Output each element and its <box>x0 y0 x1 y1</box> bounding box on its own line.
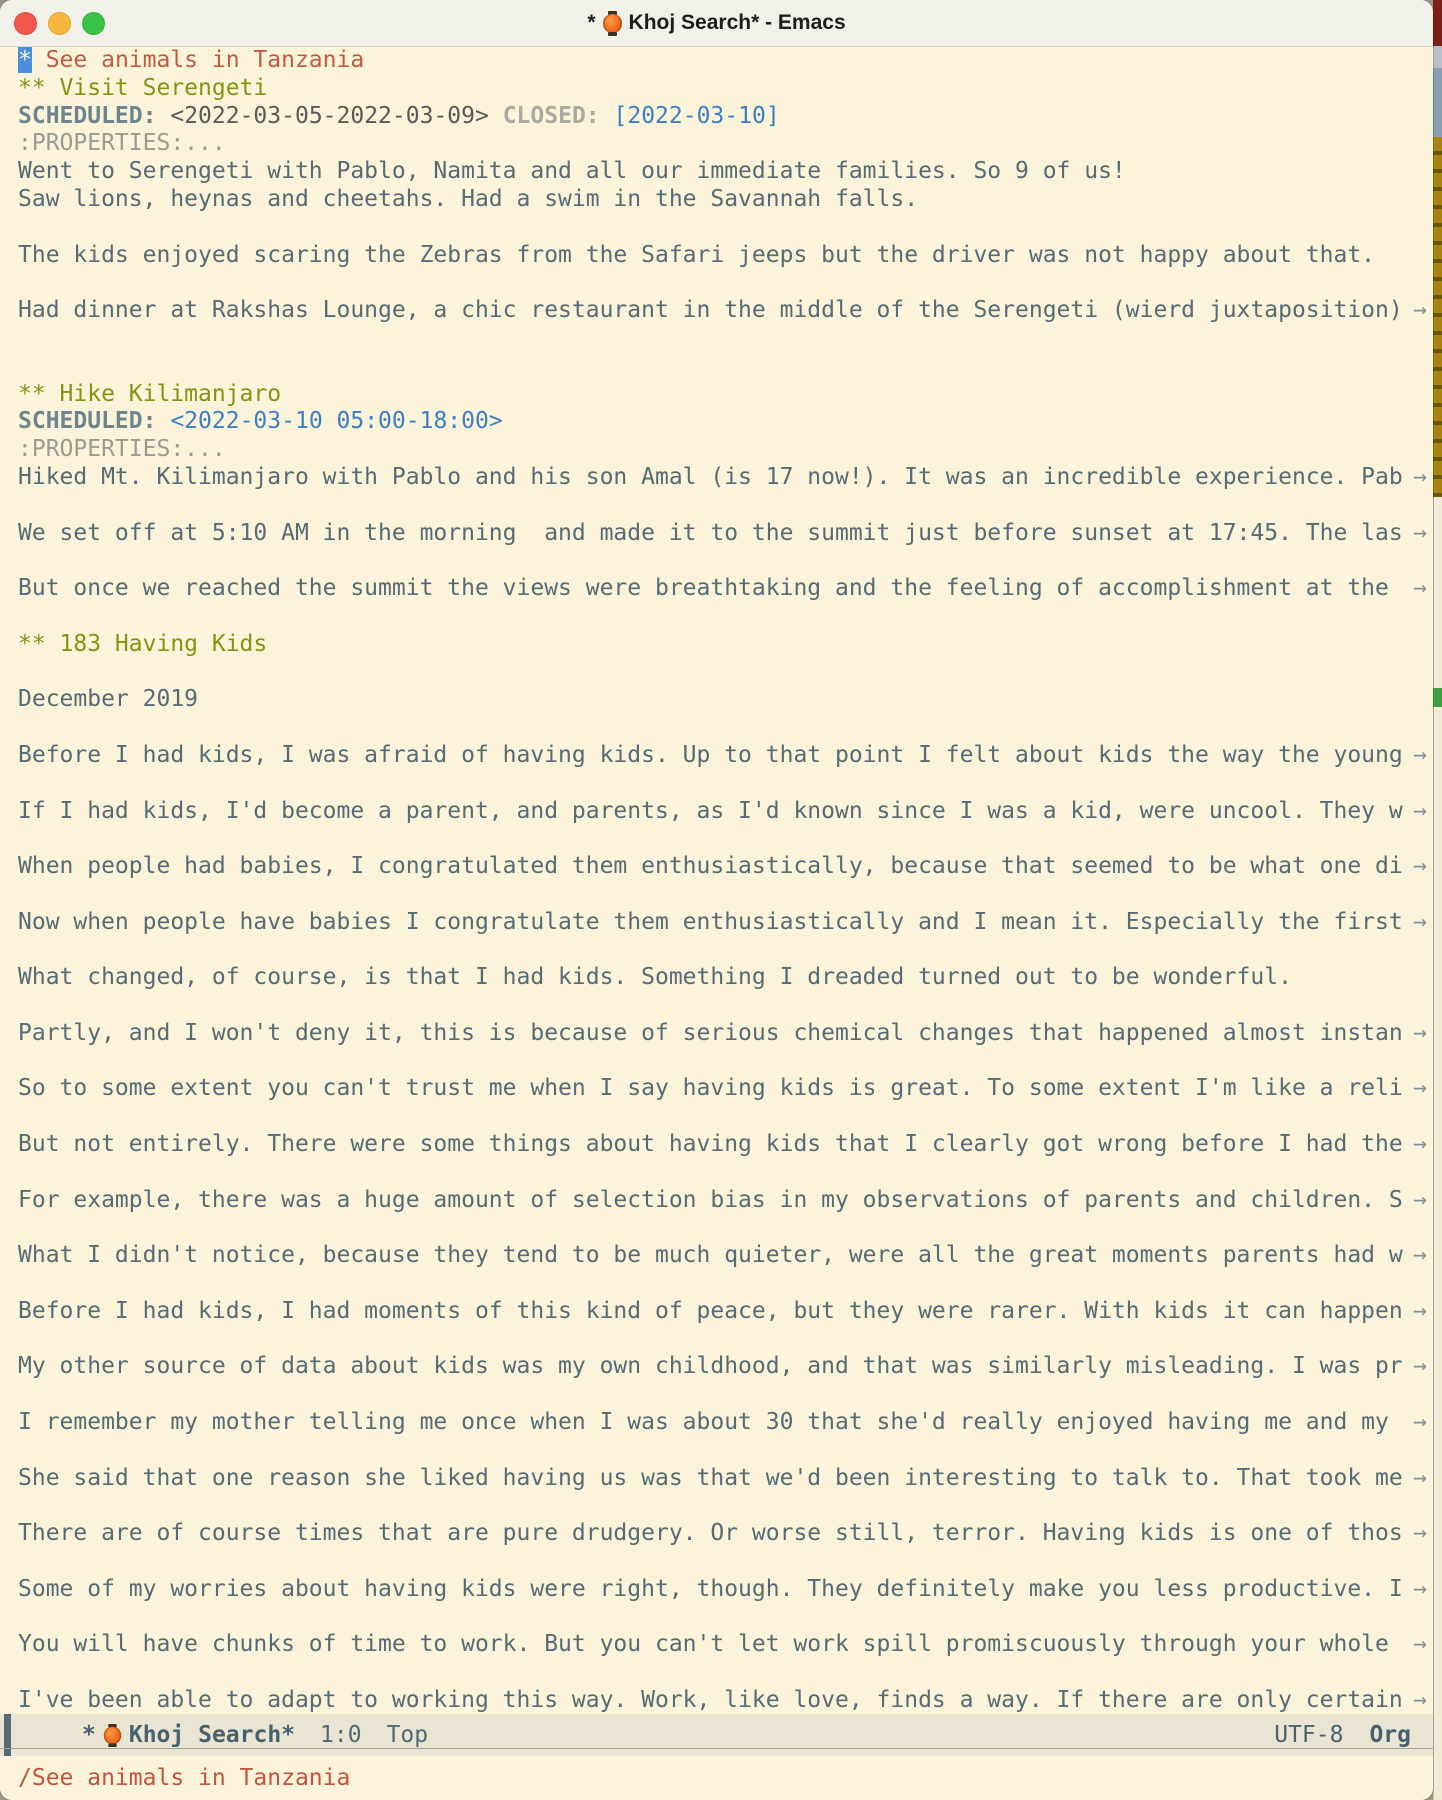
line-truncation-arrow-icon: → <box>1413 463 1427 490</box>
background-artifact <box>1433 46 1442 68</box>
text-segment: December 2019 <box>18 686 199 713</box>
text-segment: [2022-03-10] <box>613 102 780 129</box>
background-artifact <box>1433 707 1442 1800</box>
traffic-lights <box>14 0 105 46</box>
line-truncation-arrow-icon: → <box>1413 908 1427 935</box>
text-segment: Partly, and I won't deny it, this is because of serious chemical changes that happened almost instan <box>18 1019 1403 1046</box>
text-segment: The kids enjoyed scaring the Zebras from the Safari jeeps but the driver was not happy about that. <box>18 241 1376 268</box>
line-truncation-arrow-icon: → <box>1413 741 1427 768</box>
text-segment: What changed, of course, is that I had kids. Something I dreaded turned out to be wonderful. <box>18 964 1292 991</box>
buffer-line[interactable] <box>0 1437 1433 1465</box>
line-truncation-arrow-icon: → <box>1413 1297 1427 1324</box>
text-segment: Went to Serengeti with Pablo, Namita and all our immediate families. So 9 of us! <box>18 158 1126 185</box>
line-truncation-arrow-icon: → <box>1413 519 1427 546</box>
buffer-line[interactable] <box>0 353 1433 381</box>
buffer-line[interactable] <box>0 520 1433 548</box>
buffer-line[interactable] <box>0 297 1433 325</box>
text-segment: SCHEDULED: <box>18 408 157 435</box>
text-segment: ** 183 Having Kids <box>18 630 268 657</box>
buffer-line[interactable] <box>0 214 1433 242</box>
buffer-line[interactable] <box>0 464 1433 492</box>
buffer-line[interactable] <box>0 1270 1433 1298</box>
modeline-major-mode[interactable]: Org <box>1369 1722 1411 1748</box>
buffer-line[interactable] <box>0 158 1433 186</box>
text-segment: Saw lions, heynas and cheetahs. Had a swim in the Savannah falls. <box>18 185 919 212</box>
text-segment: Before I had kids, I had moments of this kind of peace, but they were rarer. With kids it can happen <box>18 1297 1403 1324</box>
modeline-encoding[interactable]: UTF-8 <box>1274 1722 1344 1748</box>
buffer-line[interactable] <box>0 130 1433 158</box>
line-truncation-arrow-icon: → <box>1413 575 1427 602</box>
text-segment: Had dinner at Rakshas Lounge, a chic restaurant in the middle of the Serengeti (wierd juxtaposition) <box>18 297 1403 324</box>
buffer-line[interactable] <box>0 547 1433 575</box>
line-truncation-arrow-icon: → <box>1413 1019 1427 1046</box>
background-artifact <box>1433 688 1442 707</box>
buffer-line[interactable] <box>0 242 1433 270</box>
buffer-line[interactable] <box>0 1103 1433 1131</box>
text-segment: We set off at 5:10 AM in the morning and made it to the summit just before sunset at 17:45. The las <box>18 519 1403 546</box>
text-segment: Before I had kids, I was afraid of having kids. Up to that point I felt about kids the way the young <box>18 741 1403 768</box>
line-truncation-arrow-icon: → <box>1413 1464 1427 1491</box>
buffer-line[interactable] <box>0 1298 1433 1326</box>
modeline-buffer-name: Khoj Search* <box>128 1722 296 1748</box>
buffer-line[interactable] <box>0 1659 1433 1687</box>
buffer-line[interactable] <box>0 1075 1433 1103</box>
text-segment: But not entirely. There were some things about having kids that I clearly got wrong before I had the <box>18 1131 1403 1158</box>
text-segment: I've been able to adapt to working this way. Work, like love, finds a way. If there are only certain <box>18 1687 1403 1714</box>
text-segment <box>489 103 503 129</box>
line-truncation-arrow-icon: → <box>1413 1631 1427 1658</box>
buffer-line[interactable] <box>0 1353 1433 1381</box>
buffer-line[interactable] <box>0 798 1433 826</box>
line-truncation-arrow-icon: → <box>1413 1242 1427 1269</box>
modeline-cursor-position: 1:0 <box>320 1722 362 1748</box>
window-title-star: * <box>587 11 596 34</box>
text-segment: SCHEDULED: <box>18 102 157 129</box>
buffer-line[interactable] <box>0 1048 1433 1076</box>
buffer-line[interactable] <box>0 1631 1433 1659</box>
close-button[interactable] <box>14 12 37 35</box>
minimize-button[interactable] <box>48 12 71 35</box>
buffer-line[interactable] <box>0 659 1433 687</box>
text-cursor: * <box>18 47 32 73</box>
buffer-line[interactable] <box>0 436 1433 464</box>
buffer-line[interactable] <box>0 770 1433 798</box>
modeline-scroll-position: Top <box>386 1722 429 1748</box>
buffer-line[interactable] <box>0 492 1433 520</box>
mode-line <box>0 1714 1433 1756</box>
lantern-icon <box>104 1724 121 1747</box>
buffer-line[interactable] <box>0 1020 1433 1048</box>
buffer-line[interactable] <box>0 1187 1433 1215</box>
editor-buffer[interactable] <box>0 47 1433 1714</box>
text-segment: :PROPERTIES:... <box>18 130 226 157</box>
text-segment <box>156 408 170 434</box>
scrollbar-thumb[interactable] <box>1433 68 1442 137</box>
text-segment: Now when people have babies I congratulate them enthusiastically and I mean it. Especially the first <box>18 908 1403 935</box>
buffer-line[interactable] <box>0 603 1433 631</box>
text-segment: <2022-03-05-2022-03-09> <box>170 102 489 129</box>
text-segment: You will have chunks of time to work. But you can't let work spill promiscuously through your whole <box>18 1631 1403 1658</box>
text-segment: <2022-03-10 05:00-18:00> <box>170 408 503 435</box>
buffer-line[interactable] <box>0 1520 1433 1548</box>
line-truncation-arrow-icon: → <box>1413 1075 1427 1102</box>
buffer-line[interactable] <box>0 686 1433 714</box>
window-title-text: Khoj Search* - Emacs <box>628 11 846 34</box>
text-segment: She said that one reason she liked having us was that we'd been interesting to talk to. That took me <box>18 1464 1403 1491</box>
line-truncation-arrow-icon: → <box>1413 1575 1427 1602</box>
buffer-line[interactable] <box>0 408 1433 436</box>
line-truncation-arrow-icon: → <box>1413 853 1427 880</box>
text-segment: ** Visit Serengeti <box>18 74 268 101</box>
line-truncation-arrow-icon: → <box>1413 1353 1427 1380</box>
buffer-line[interactable] <box>0 1465 1433 1493</box>
line-truncation-arrow-icon: → <box>1413 1186 1427 1213</box>
buffer-line[interactable] <box>0 381 1433 409</box>
buffer-line[interactable] <box>0 853 1433 881</box>
buffer-line[interactable] <box>0 325 1433 353</box>
text-segment: I remember my mother telling me once when I was about 30 that she'd really enjoyed having me and my <box>18 1409 1403 1436</box>
modeline-underline <box>0 1748 1433 1749</box>
buffer-line[interactable] <box>0 575 1433 603</box>
buffer-line[interactable] <box>0 1159 1433 1187</box>
buffer-line[interactable] <box>0 1131 1433 1159</box>
modeline-right <box>1274 1722 1411 1748</box>
buffer-line[interactable] <box>0 825 1433 853</box>
text-segment <box>600 103 614 129</box>
buffer-line[interactable] <box>0 631 1433 659</box>
text-segment: :PROPERTIES:... <box>18 436 226 463</box>
buffer-line[interactable] <box>0 742 1433 770</box>
buffer-line[interactable] <box>0 103 1433 131</box>
line-truncation-arrow-icon: → <box>1413 1520 1427 1547</box>
modeline-accent-bar <box>4 1714 11 1760</box>
buffer-line[interactable] <box>0 881 1433 909</box>
buffer-line[interactable] <box>0 186 1433 214</box>
text-segment: So to some extent you can't trust me when I say having kids is great. To some extent I'm like a reli <box>18 1075 1403 1102</box>
buffer-line[interactable] <box>0 964 1433 992</box>
text-segment: What I didn't notice, because they tend to be much quieter, were all the great moments parents had w <box>18 1242 1403 1269</box>
buffer-line[interactable] <box>0 909 1433 937</box>
modeline-buffer-id[interactable] <box>0 1722 428 1748</box>
text-segment: But once we reached the summit the views were breathtaking and the feeling of accomplishment at the <box>18 575 1403 602</box>
buffer-line[interactable] <box>0 992 1433 1020</box>
buffer-line[interactable] <box>0 1604 1433 1632</box>
buffer-line[interactable] <box>0 47 1433 75</box>
buffer-line[interactable] <box>0 1242 1433 1270</box>
text-segment: For example, there was a huge amount of selection bias in my observations of parents and children. S <box>18 1186 1403 1213</box>
title-bar <box>0 0 1433 47</box>
buffer-line[interactable] <box>0 937 1433 965</box>
text-segment: My other source of data about kids was my own childhood, and that was similarly misleading. I was pr <box>18 1353 1403 1380</box>
window-title <box>587 11 845 36</box>
buffer-line[interactable] <box>0 1326 1433 1354</box>
minibuffer[interactable] <box>0 1756 1433 1800</box>
text-segment: See animals in Tanzania <box>31 47 365 73</box>
line-truncation-arrow-icon: → <box>1413 1687 1427 1714</box>
buffer-line[interactable] <box>0 1214 1433 1242</box>
line-truncation-arrow-icon: → <box>1413 297 1427 324</box>
buffer-line[interactable] <box>0 1409 1433 1437</box>
buffer-line[interactable] <box>0 1548 1433 1576</box>
text-segment: If I had kids, I'd become a parent, and parents, as I'd known since I was a kid, were uncool. They w <box>18 797 1403 824</box>
text-segment <box>156 103 170 129</box>
buffer-line[interactable] <box>0 714 1433 742</box>
modeline-star: * <box>82 1722 96 1748</box>
text-segment: There are of course times that are pure drudgery. Or worse still, terror. Having kids is one of thos <box>18 1520 1403 1547</box>
buffer-line[interactable] <box>0 1492 1433 1520</box>
minibuffer-text: /See animals in Tanzania <box>18 1765 351 1791</box>
text-segment: ** Hike Kilimanjaro <box>18 380 282 407</box>
background-window-sliver <box>1433 0 1442 1800</box>
buffer-line[interactable] <box>0 1576 1433 1604</box>
lantern-icon <box>603 11 622 36</box>
text-segment: Some of my worries about having kids were right, though. They definitely make you less productive. I <box>18 1575 1403 1602</box>
background-artifact <box>1433 497 1442 688</box>
buffer-line[interactable] <box>0 75 1433 103</box>
zoom-button[interactable] <box>82 12 105 35</box>
line-truncation-arrow-icon: → <box>1413 1131 1427 1158</box>
line-truncation-arrow-icon: → <box>1413 797 1427 824</box>
buffer-line[interactable] <box>0 1687 1433 1715</box>
buffer-line[interactable] <box>0 1381 1433 1409</box>
background-artifact <box>1433 137 1442 497</box>
text-segment: Hiked Mt. Kilimanjaro with Pablo and his son Amal (is 17 now!). It was an incredible experience. Pab <box>18 463 1403 490</box>
background-artifact <box>1433 0 1442 46</box>
text-segment: When people had babies, I congratulated them enthusiastically, because that seemed to be what one di <box>18 853 1403 880</box>
buffer-line[interactable] <box>0 269 1433 297</box>
text-segment: CLOSED: <box>502 102 600 129</box>
line-truncation-arrow-icon: → <box>1413 1409 1427 1436</box>
